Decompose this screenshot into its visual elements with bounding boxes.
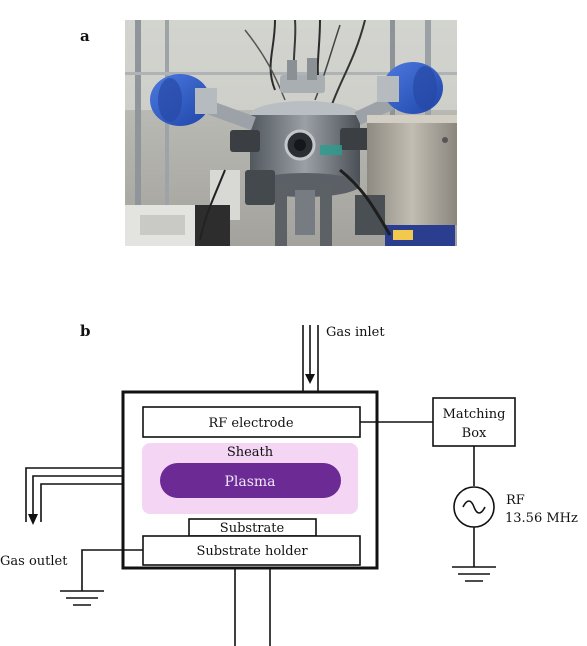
gas-outlet-label: Gas outlet	[0, 554, 68, 569]
bottom-feedthrough	[235, 568, 270, 646]
rf-electrode-label: RF electrode	[208, 416, 294, 431]
ground-symbol-left	[60, 591, 104, 605]
rf-frequency-label: 13.56 MHz	[505, 511, 578, 526]
gas-inlet-arrow	[305, 374, 315, 384]
sheath-label: Sheath	[226, 445, 274, 460]
gas-inlet-label: Gas inlet	[326, 325, 385, 340]
substrate-holder-label: Substrate holder	[196, 544, 308, 559]
matching-box-label-line1: Matching	[442, 407, 506, 422]
panel-label-b: b	[80, 322, 91, 340]
matching-box-label-line2: Box	[461, 426, 487, 441]
gas-outlet-arrow	[28, 514, 38, 525]
substrate-label: Substrate	[219, 521, 285, 536]
holder-ground-wire	[82, 550, 143, 591]
ground-symbol-right	[452, 567, 496, 581]
rf-label: RF	[506, 493, 525, 508]
panel-label-a: a	[80, 27, 90, 45]
gas-outlet-pipe	[26, 468, 123, 522]
plasma-label: Plasma	[224, 474, 276, 490]
